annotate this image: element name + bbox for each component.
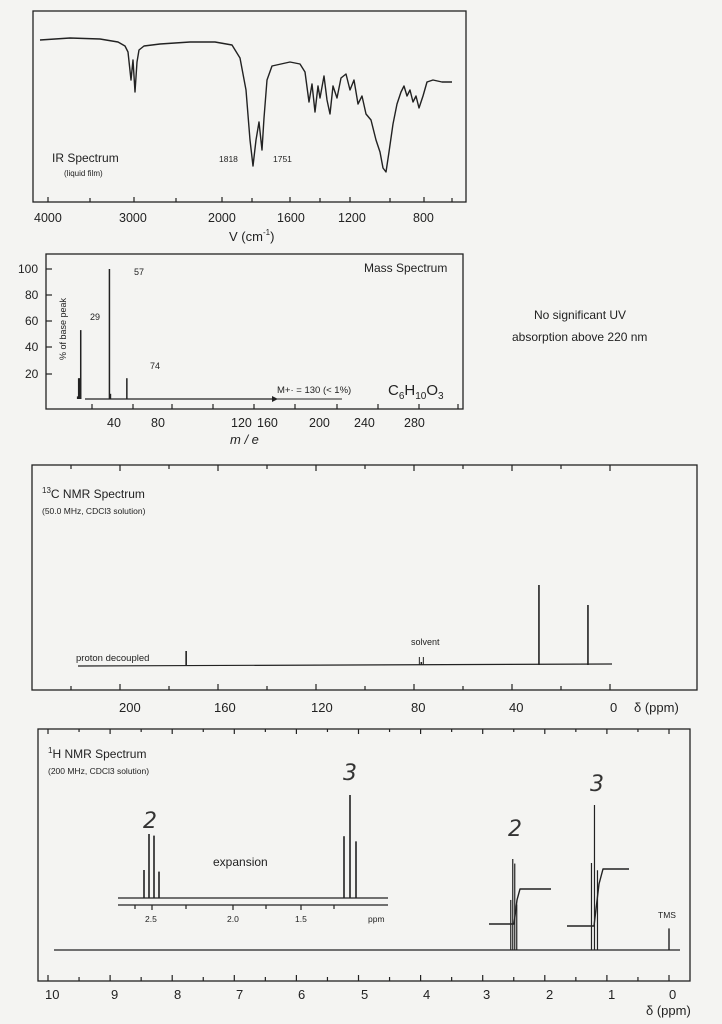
ir-title: IR Spectrum — [52, 151, 119, 165]
h1-tick-2: 2 — [546, 987, 554, 1002]
ms-formula: $C_6H_{10}O_3$ — [388, 382, 444, 402]
h1-tick-6: 6 — [298, 987, 306, 1002]
ir-xlabel: V $(cm^{-1})$ — [229, 228, 275, 244]
handwritten-integration-2: 2 — [508, 817, 522, 842]
c13-tick-0: 0 — [610, 700, 618, 715]
ms-ytick-labels — [18, 262, 39, 381]
ms-xaxis-ticks — [92, 404, 458, 409]
h1-expansion-peaks — [144, 795, 356, 898]
h1-xlabel: δ (ppm) — [646, 1003, 691, 1018]
ms-peak-label-29: 29 — [90, 312, 101, 322]
ir-tick-4000: 4000 — [34, 211, 62, 225]
ms-ytick-60: 60 — [25, 314, 39, 328]
c13-tick-160: 160 — [214, 700, 236, 715]
ms-ylabel: % of base peak — [58, 297, 68, 360]
c13-title: $^{13}$C NMR Spectrum — [42, 486, 145, 501]
ms-xtick-240: 240 — [354, 416, 375, 430]
ir-subtitle: (liquid film) — [64, 169, 103, 178]
handwritten-integration-exp-3: 3 — [343, 761, 357, 786]
ir-axis-ticks — [48, 197, 452, 202]
ms-ytick-40: 40 — [25, 340, 39, 354]
c13-tick-labels — [119, 700, 617, 715]
ms-xtick-120: 120 — [231, 416, 252, 430]
c13-baseline — [78, 664, 612, 666]
c13-bottom-ticks — [71, 684, 610, 690]
ir-tick-1200: 1200 — [338, 211, 366, 225]
ms-frame — [46, 254, 463, 409]
ms-xtick-40: 40 — [107, 416, 121, 430]
c13-tick-200: 200 — [119, 700, 141, 715]
handwritten-integration-exp-2: 2 — [143, 809, 157, 834]
c13-tick-80: 80 — [411, 700, 426, 715]
ms-yaxis-ticks — [46, 269, 52, 374]
h1-tick-1: 1 — [608, 987, 616, 1002]
c13-xlabel: δ (ppm) — [634, 700, 679, 715]
h1-tick-8: 8 — [174, 987, 182, 1002]
ms-xtick-160: 160 — [257, 416, 278, 430]
ms-ytick-20: 20 — [25, 367, 39, 381]
h1-integral-2.5 — [489, 889, 551, 924]
ir-tick-3000: 3000 — [119, 211, 147, 225]
h1-tms-label: TMS — [658, 910, 676, 920]
h1-panel — [38, 729, 691, 1018]
h1-tick-0: 0 — [669, 987, 677, 1002]
c13-subtitle: (50.0 MHz, CDCl3 solution) — [42, 506, 146, 516]
h1-subtitle: (200 MHz, CDCl3 solution) — [48, 766, 150, 776]
ms-ytick-100: 100 — [18, 262, 39, 276]
c13-proton-decoupled-label: proton decoupled — [76, 653, 150, 664]
ms-xtick-200: 200 — [309, 416, 330, 430]
h1-title: $^1$H NMR Spectrum — [48, 746, 147, 761]
c13-top-ticks — [71, 465, 610, 471]
ms-title: Mass Spectrum — [364, 261, 448, 275]
ms-xlabel: m / e — [230, 432, 259, 447]
h1-tick-7: 7 — [236, 987, 244, 1002]
ms-panel — [18, 254, 463, 447]
h1-exp-tick-1.5: 1.5 — [295, 914, 307, 924]
h1-expansion-ticks — [135, 905, 334, 910]
uv-note-line2: absorption above 220 nm — [512, 330, 648, 344]
ms-arrowhead — [272, 396, 278, 402]
h1-exp-tick-ppm: ppm — [368, 914, 385, 924]
ir-panel — [33, 11, 466, 244]
ms-ytick-80: 80 — [25, 288, 39, 302]
h1-expansion-tick-labels — [145, 914, 385, 924]
ms-molecular-ion: M+· = 130 (< 1%) — [277, 385, 352, 396]
ms-xtick-80: 80 — [151, 416, 165, 430]
ms-peak-label-74: 74 — [150, 361, 161, 371]
h1-tick-labels — [45, 987, 676, 1002]
ms-xtick-labels — [107, 416, 425, 430]
h1-tick-3: 3 — [483, 987, 491, 1002]
c13-tick-120: 120 — [311, 700, 333, 715]
h1-tick-4: 4 — [423, 987, 431, 1002]
ms-peak-label-57: 57 — [134, 267, 145, 277]
handwritten-integration-3: 3 — [590, 772, 604, 797]
c13-tick-40: 40 — [509, 700, 524, 715]
ir-tick-1600: 1600 — [277, 211, 305, 225]
h1-tick-5: 5 — [361, 987, 369, 1002]
ir-tick-800: 800 — [413, 211, 434, 225]
ms-peaks — [78, 269, 127, 399]
h1-exp-tick-2.5: 2.5 — [145, 914, 157, 924]
uv-note-line1: No significant UV — [534, 308, 627, 322]
ir-tick-labels — [34, 211, 434, 225]
ir-peak-label-1818: 1818 — [219, 154, 238, 164]
h1-expansion-label: expansion — [213, 855, 268, 869]
h1-peaks — [511, 805, 669, 950]
c13-solvent-label: solvent — [411, 637, 440, 647]
ir-peak-label-1751: 1751 — [273, 154, 292, 164]
ms-xtick-280: 280 — [404, 416, 425, 430]
c13-panel — [32, 465, 697, 715]
h1-tick-9: 9 — [111, 987, 119, 1002]
ir-tick-2000: 2000 — [208, 211, 236, 225]
c13-peaks — [186, 585, 588, 665]
h1-tick-10: 10 — [45, 987, 60, 1002]
h1-exp-tick-2.0: 2.0 — [227, 914, 239, 924]
